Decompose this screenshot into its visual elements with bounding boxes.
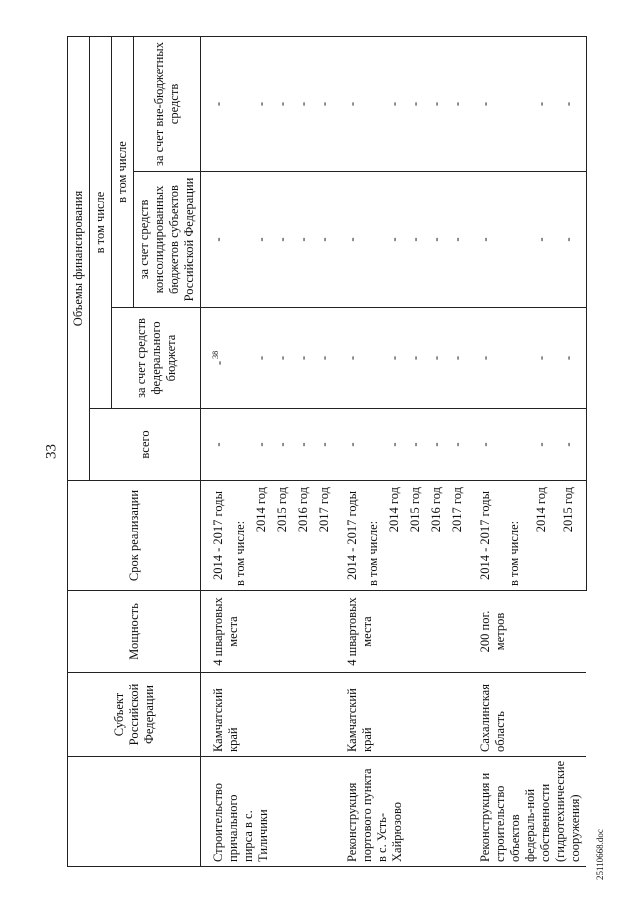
consolidated-cell: - [384,172,405,308]
period-cell: 2014 - 2017 годы [468,481,504,591]
extrabudget-cell: - [335,36,363,171]
extrabudget-cell: - [468,36,504,171]
year-cell: 2014 год [531,481,558,591]
extrabudget-cell: - [384,36,405,171]
subject-cell: Сахалинская область [468,673,586,757]
header-including-group: в том числе [112,36,134,307]
subject-cell: Камчатский край [201,673,336,757]
table-row [201,36,231,866]
extrabudget-cell: - [531,36,558,171]
consolidated-cell: - [272,172,293,308]
consolidated-cell: - [314,172,335,308]
extrabudget-cell: - [426,36,447,171]
period-cell: 2014 - 2017 годы [201,481,231,591]
federal-cell: - [384,308,405,409]
header-capacity: Мощность [68,591,201,673]
year-cell: 2017 год [447,481,468,591]
total-cell: - [384,409,405,481]
extrabudget-cell: - [272,36,293,171]
header-extrabudget: за счет вне-бюджетных средств [134,36,201,171]
total-cell: - [426,409,447,481]
extrabudget-cell: - [558,36,586,171]
consolidated-cell: - [293,172,314,308]
consolidated-cell: - [558,172,586,308]
federal-cell [201,308,231,409]
document-id: 25110668.doc [595,829,605,880]
sub-label-cell: в том числе: [363,481,384,591]
consolidated-cell: - [201,172,231,308]
year-cell: 2014 год [251,481,272,591]
subject-cell: Камчатский край [335,673,468,757]
header-federal: за счет средств федерального бюджета [112,308,201,409]
total-cell: - [558,409,586,481]
consolidated-cell: - [335,172,363,308]
total-cell: - [293,409,314,481]
year-cell: 2016 год [426,481,447,591]
rotated-table-container [67,37,587,867]
federal-cell: - [251,308,272,409]
federal-cell: - [426,308,447,409]
total-cell: - [201,409,231,481]
total-cell: - [468,409,504,481]
table-row [468,36,504,866]
total-cell: - [251,409,272,481]
consolidated-cell: - [405,172,426,308]
consolidated-cell: - [251,172,272,308]
funding-table [67,36,587,867]
total-cell: - [314,409,335,481]
federal-cell: - [531,308,558,409]
total-cell: - [335,409,363,481]
header-funding: Объемы финансирования [68,36,90,480]
federal-cell: - [447,308,468,409]
federal-cell: - [405,308,426,409]
extrabudget-cell: - [293,36,314,171]
footnote-marker: 38 [211,350,220,359]
federal-cell: - [468,308,504,409]
sub-label-cell: в том числе: [230,481,251,591]
extrabudget-cell: - [201,36,231,171]
object-cell: Реконструкция портового пункта в с. Усть-Хайрюзово [335,757,468,867]
page-number: 33 [43,444,60,459]
total-cell: - [405,409,426,481]
year-cell: 2014 год [384,481,405,591]
extrabudget-cell: - [447,36,468,171]
extrabudget-cell: - [314,36,335,171]
sub-label-cell: в том числе: [504,481,531,591]
year-cell: 2015 год [405,481,426,591]
total-cell: - [531,409,558,481]
period-cell: 2014 - 2017 годы [335,481,363,591]
header-period: Срок реализации [68,481,201,591]
consolidated-cell: - [426,172,447,308]
capacity-cell: 4 швартовых места [201,591,336,673]
federal-cell: - [335,308,363,409]
header-consolidated: за счет средств консолидированных бюджетов субъектов Российской Федерации [134,172,201,308]
federal-cell: - [272,308,293,409]
header-subject: Субъект Российской Федерации [68,673,201,757]
consolidated-cell: - [531,172,558,308]
total-cell: - [447,409,468,481]
capacity-cell: 200 пог. метров [468,591,586,673]
extrabudget-cell: - [251,36,272,171]
header-total: всего [90,409,201,481]
header-including: в том числе [90,36,112,408]
consolidated-cell: - [447,172,468,308]
federal-value: - [212,360,227,366]
consolidated-cell: - [468,172,504,308]
federal-cell: - [558,308,586,409]
total-cell: - [272,409,293,481]
object-cell: Строительство причального пирса в с. Тиличики [201,757,336,867]
federal-cell: - [293,308,314,409]
year-cell: 2017 год [314,481,335,591]
header-object [68,757,201,867]
extrabudget-cell: - [405,36,426,171]
federal-cell: - [314,308,335,409]
capacity-cell: 4 швартовых места [335,591,468,673]
table-row [335,36,363,866]
object-cell: Реконструкция и строительство объектов федераль-ной собственности (гидротехнические сооружения) [468,757,586,867]
year-cell: 2016 год [293,481,314,591]
year-cell: 2015 год [272,481,293,591]
year-cell: 2015 год [558,481,586,591]
